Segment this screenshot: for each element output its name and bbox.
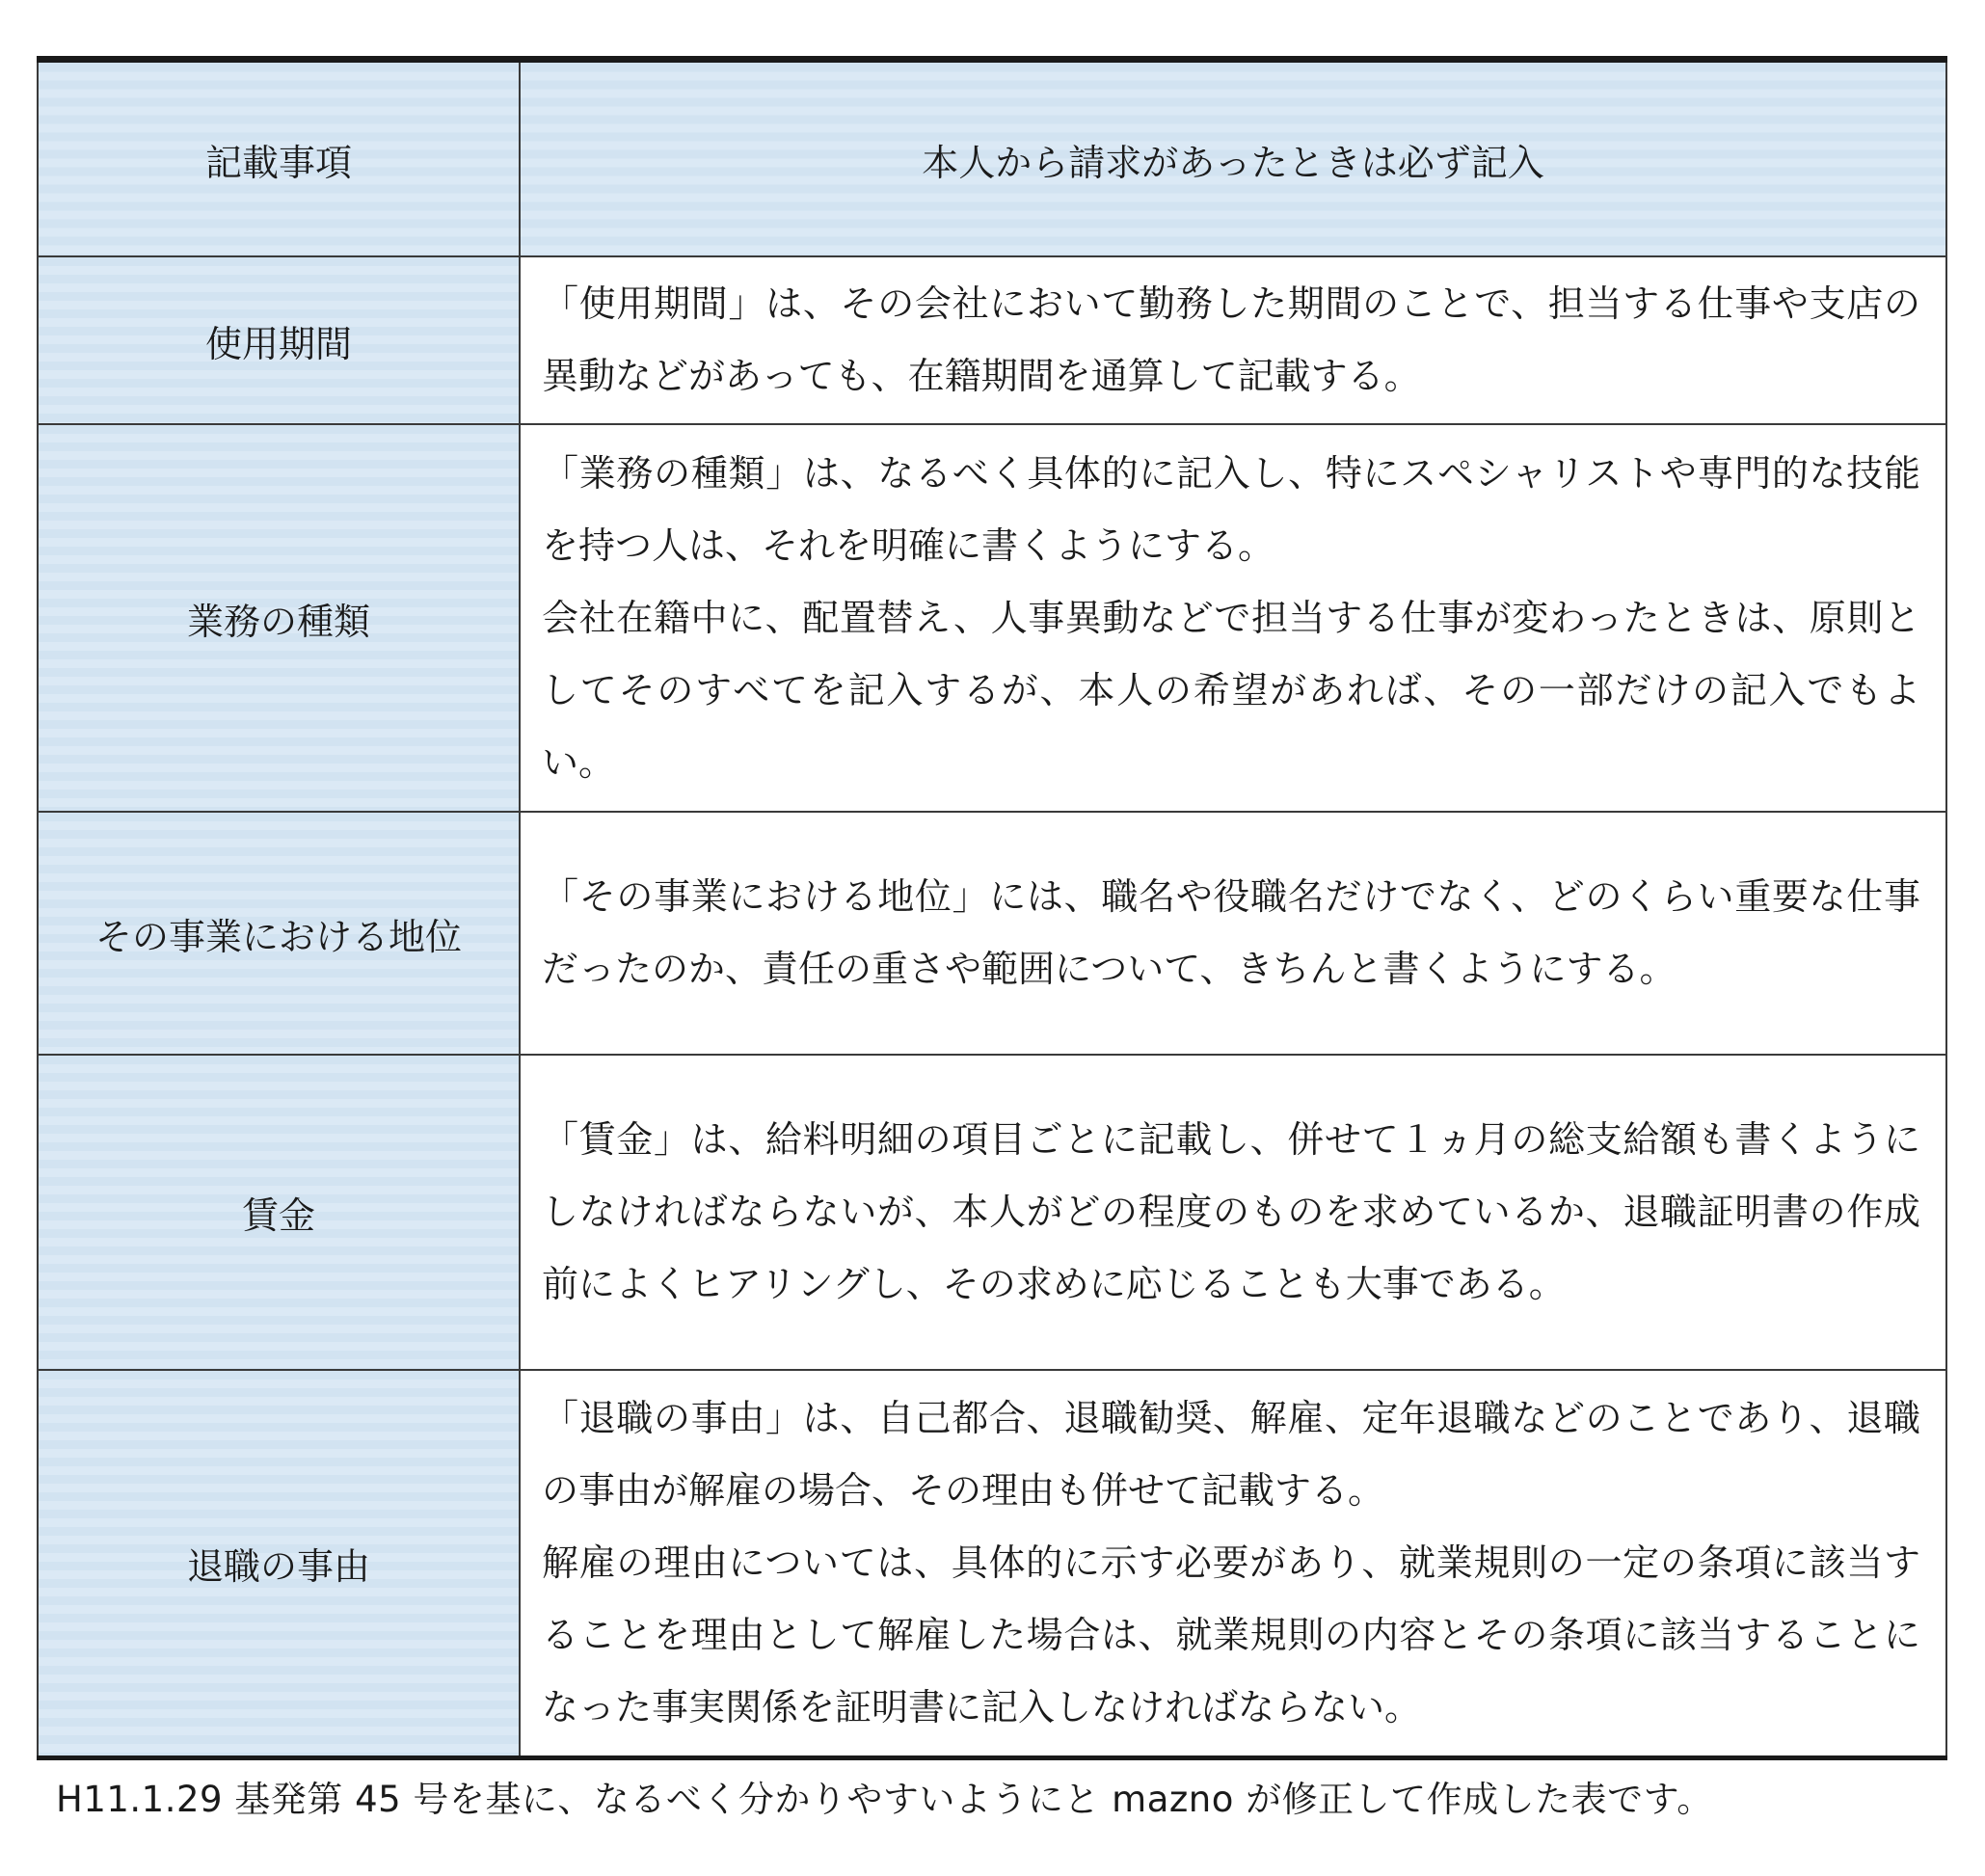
description-paragraph: 「業務の種類」は、なるべく具体的に記入し、特にスペシャリストや専門的な技能を持つ人は、それを明確に書くようにする。 [542,451,1920,567]
item-description [520,1055,1946,1370]
description-paragraph: 会社在籍中に、配置替え、人事異動などで担当する仕事が変わったときは、原則としてそのすべてを記入するが、本人の希望があれば、その一部だけの記入でもよい。 [542,596,1920,784]
table-row [38,812,1946,1055]
table-row [38,1370,1946,1757]
header-description-column: 本人から請求があったときは必ず記入 [520,60,1946,257]
table-row [38,424,1946,812]
item-label-wages: 賃金 [38,1055,520,1370]
description-paragraph: 「その事業における地位」には、職名や役職名だけでなく、どのくらい重要な仕事だったのか、責任の重さや範囲について、きちんと書くようにする。 [542,875,1920,990]
item-description [520,1370,1946,1757]
item-label-position: その事業における地位 [38,812,520,1055]
table-row [38,256,1946,424]
description-paragraph: 「賃金」は、給料明細の項目ごとに記載し、併せて１ヵ月の総支給額も書くようにしなければならないが、本人がどの程度のものを求めているか、退職証明書の作成前によくヒアリングし、その求めに応じることも大事である。 [542,1118,1920,1305]
item-label-retirement-reason: 退職の事由 [38,1370,520,1757]
item-description [520,256,1946,424]
item-description [520,424,1946,812]
table-header-row [38,60,1946,257]
source-footnote: H11.1.29 基発第 45 号を基に、なるべく分かりやすいようにと mazno が修正して作成した表です。 [56,1779,1713,1820]
disclosure-items-table [37,56,1947,1760]
header-item-column: 記載事項 [38,60,520,257]
table-row [38,1055,1946,1370]
description-paragraph: 「退職の事由」は、自己都合、退職勧奨、解雇、定年退職などのことであり、退職の事由が解雇の場合、その理由も併せて記載する。 [542,1396,1920,1512]
item-label-usage-period: 使用期間 [38,256,520,424]
item-description [520,812,1946,1055]
description-paragraph: 解雇の理由については、具体的に示す必要があり、就業規則の一定の条項に該当することを理由として解雇した場合は、就業規則の内容とその条項に該当することになった事実関係を証明書に記入しなければならない。 [542,1541,1920,1729]
description-paragraph: 「使用期間」は、その会社において勤務した期間のことで、担当する仕事や支店の異動などがあっても、在籍期間を通算して記載する。 [542,282,1920,397]
item-label-job-type: 業務の種類 [38,424,520,812]
